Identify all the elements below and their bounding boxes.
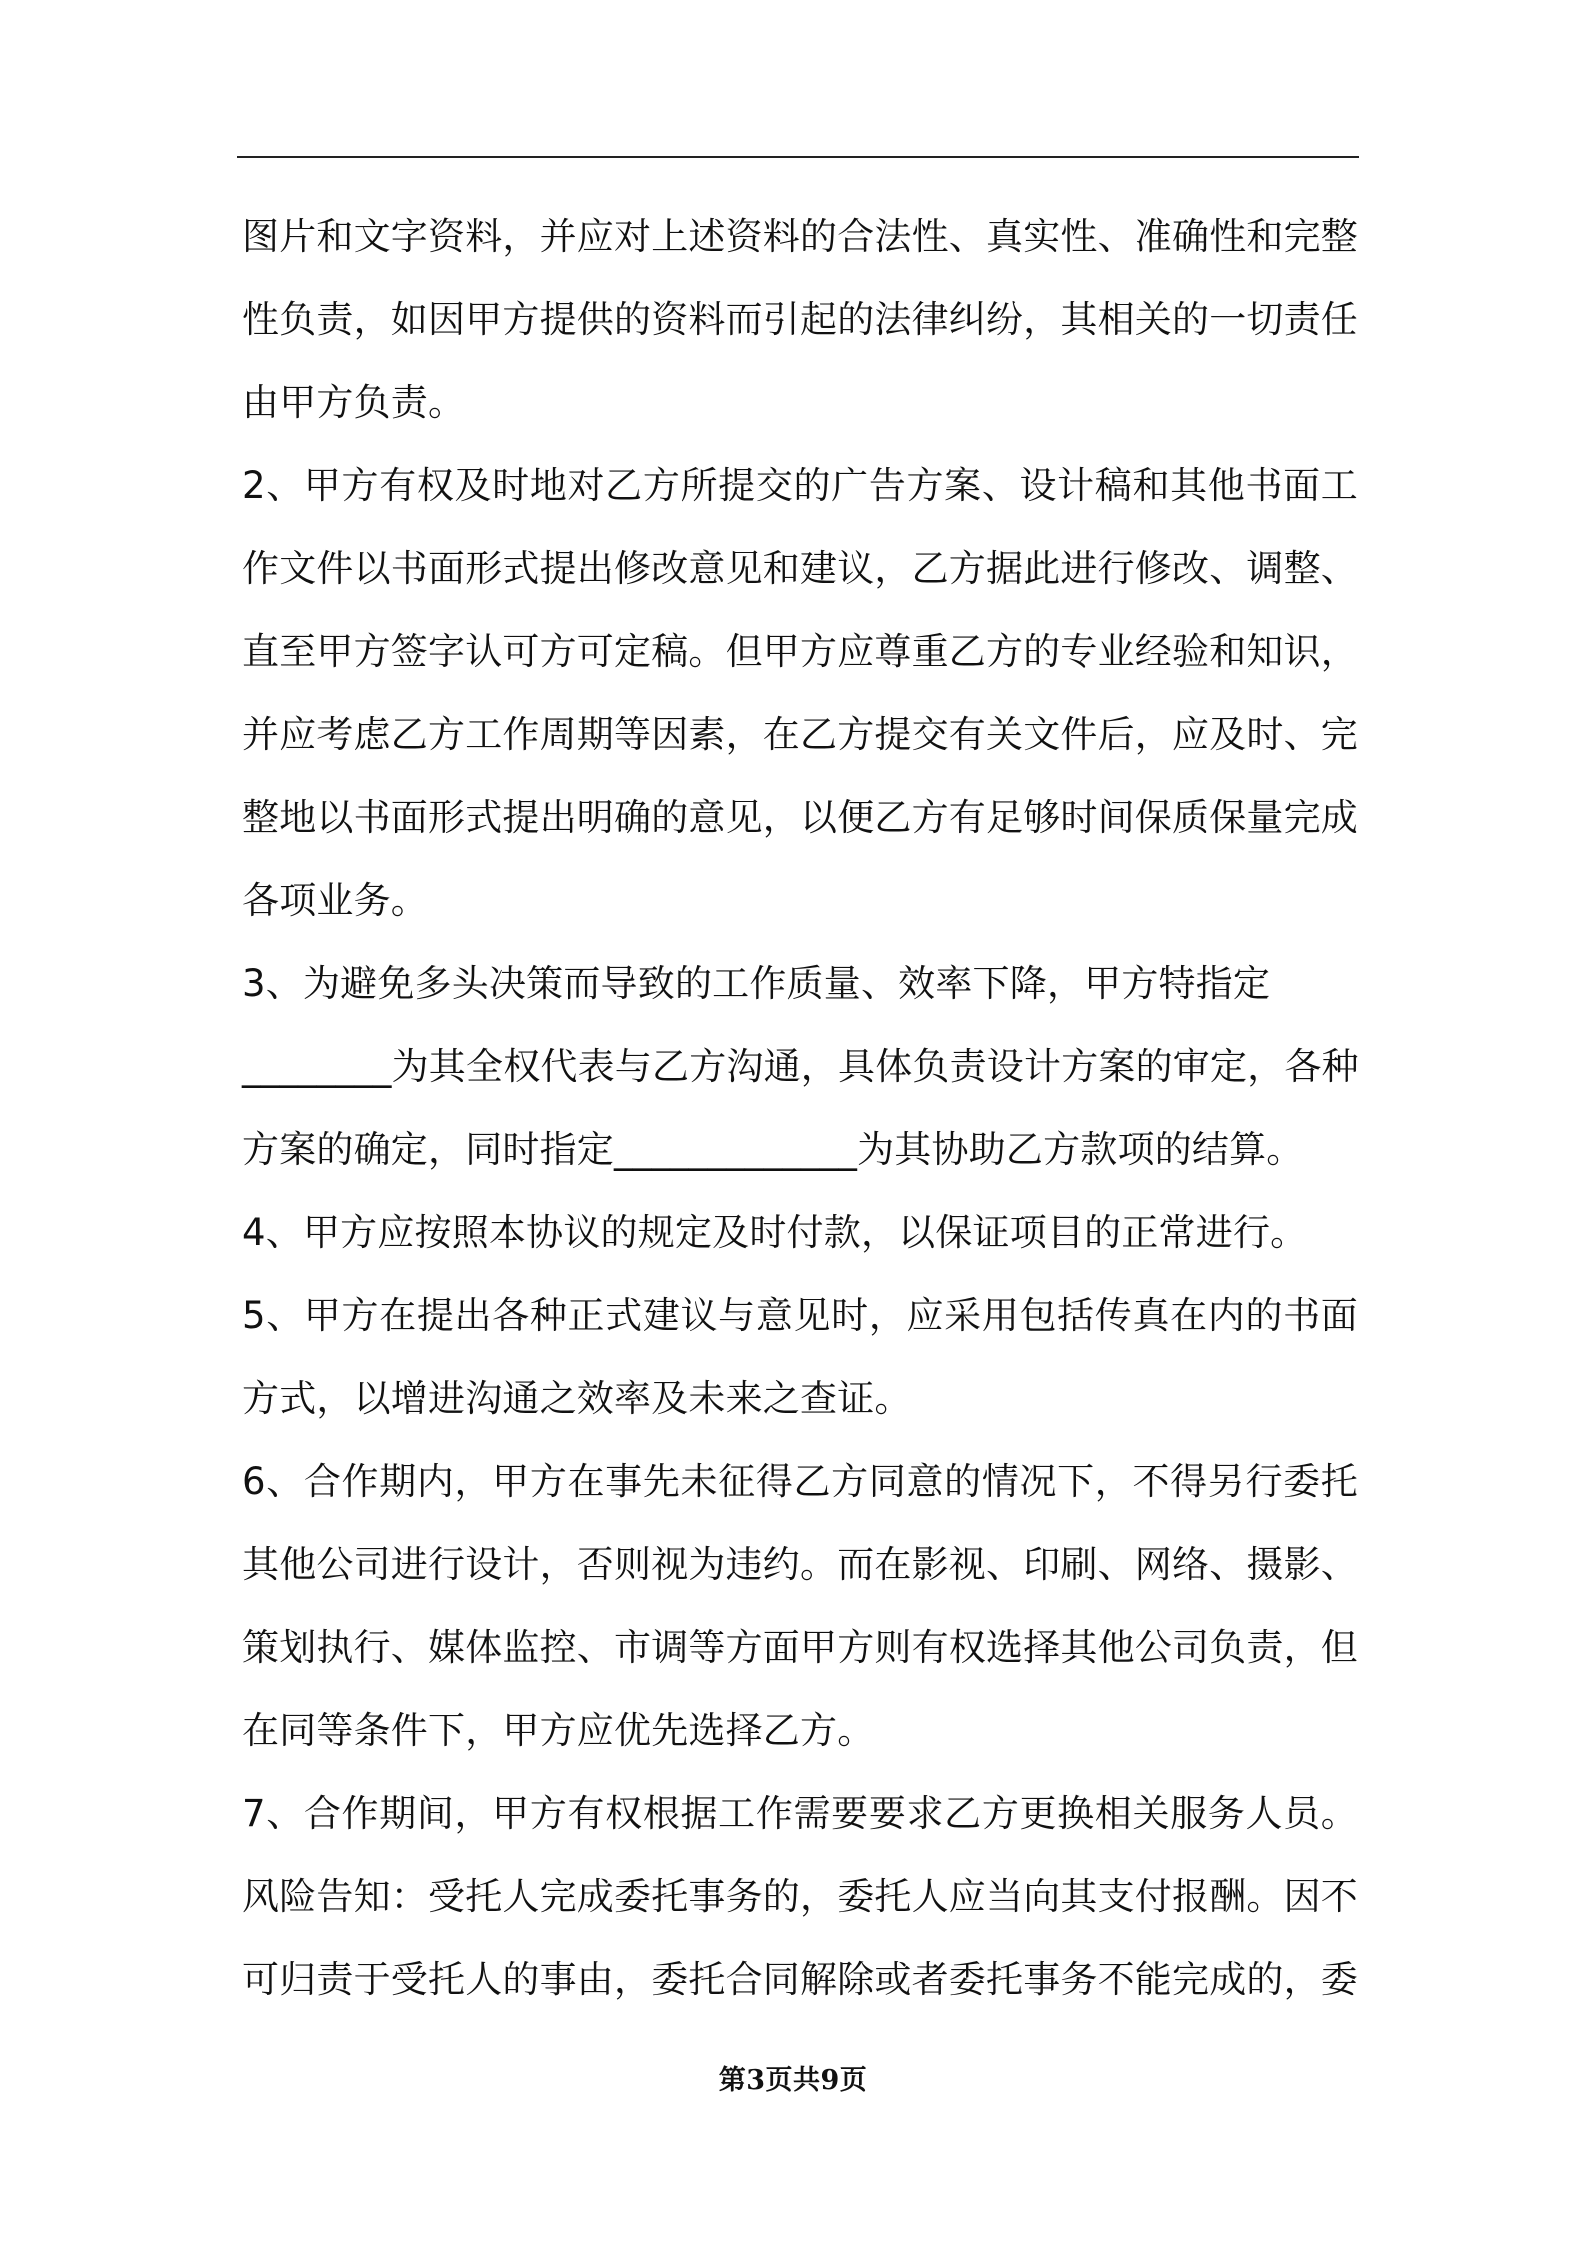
text-line: 方式，以增进沟通之效率及未来之查证。 <box>242 1377 912 1420</box>
text-line: 直至甲方签字认可方可定稿。但甲方应尊重乙方的专业经验和知识， <box>242 630 1358 673</box>
text-line: 图片和文字资料，并应对上述资料的合法性、真实性、准确性和完整 <box>242 215 1358 258</box>
page-number: 第3页共9页 <box>718 2065 868 2096</box>
text-line: 可归责于受托人的事由，委托合同解除或者委托事务不能完成的，委 <box>242 1958 1358 2001</box>
text-line: 由甲方负责。 <box>242 381 466 424</box>
document-body <box>242 195 1358 2021</box>
text-line: 并应考虑乙方工作周期等因素，在乙方提交有关文件后，应及时、完 <box>242 713 1358 756</box>
text-line: 5、甲方在提出各种正式建议与意见时，应采用包括传真在内的书面 <box>242 1294 1358 1337</box>
text-line: ________为其全权代表与乙方沟通，具体负责设计方案的审定，各种 <box>242 1045 1359 1088</box>
text-line: 7、合作期间，甲方有权根据工作需要要求乙方更换相关服务人员。 <box>242 1792 1358 1835</box>
text-line: 4、甲方应按照本协议的规定及时付款，以保证项目的正常进行。 <box>242 1211 1308 1254</box>
text-line: 整地以书面形式提出明确的意见，以便乙方有足够时间保质保量完成 <box>242 796 1358 839</box>
header-rule <box>237 156 1359 158</box>
text-line: 风险告知：受托人完成委托事务的，委托人应当向其支付报酬。因不 <box>242 1875 1358 1918</box>
text-line: 方案的确定，同时指定_____________为其协助乙方款项的结算。 <box>242 1128 1304 1171</box>
text-line: 在同等条件下，甲方应优先选择乙方。 <box>242 1709 875 1752</box>
text-line: 作文件以书面形式提出修改意见和建议，乙方据此进行修改、调整、 <box>242 547 1358 590</box>
text-line: 3、为避免多头决策而导致的工作质量、效率下降，甲方特指定 <box>242 962 1271 1005</box>
text-line: 策划执行、媒体监控、市调等方面甲方则有权选择其他公司负责，但 <box>242 1626 1358 1669</box>
text-line: 6、合作期内，甲方在事先未征得乙方同意的情况下，不得另行委托 <box>242 1460 1358 1503</box>
text-line: 其他公司进行设计，否则视为违约。而在影视、印刷、网络、摄影、 <box>242 1543 1358 1586</box>
text-line: 性负责，如因甲方提供的资料而引起的法律纠纷，其相关的一切责任 <box>242 298 1358 341</box>
text-line: 各项业务。 <box>242 879 428 922</box>
text-line: 2、甲方有权及时地对乙方所提交的广告方案、设计稿和其他书面工 <box>242 464 1358 507</box>
